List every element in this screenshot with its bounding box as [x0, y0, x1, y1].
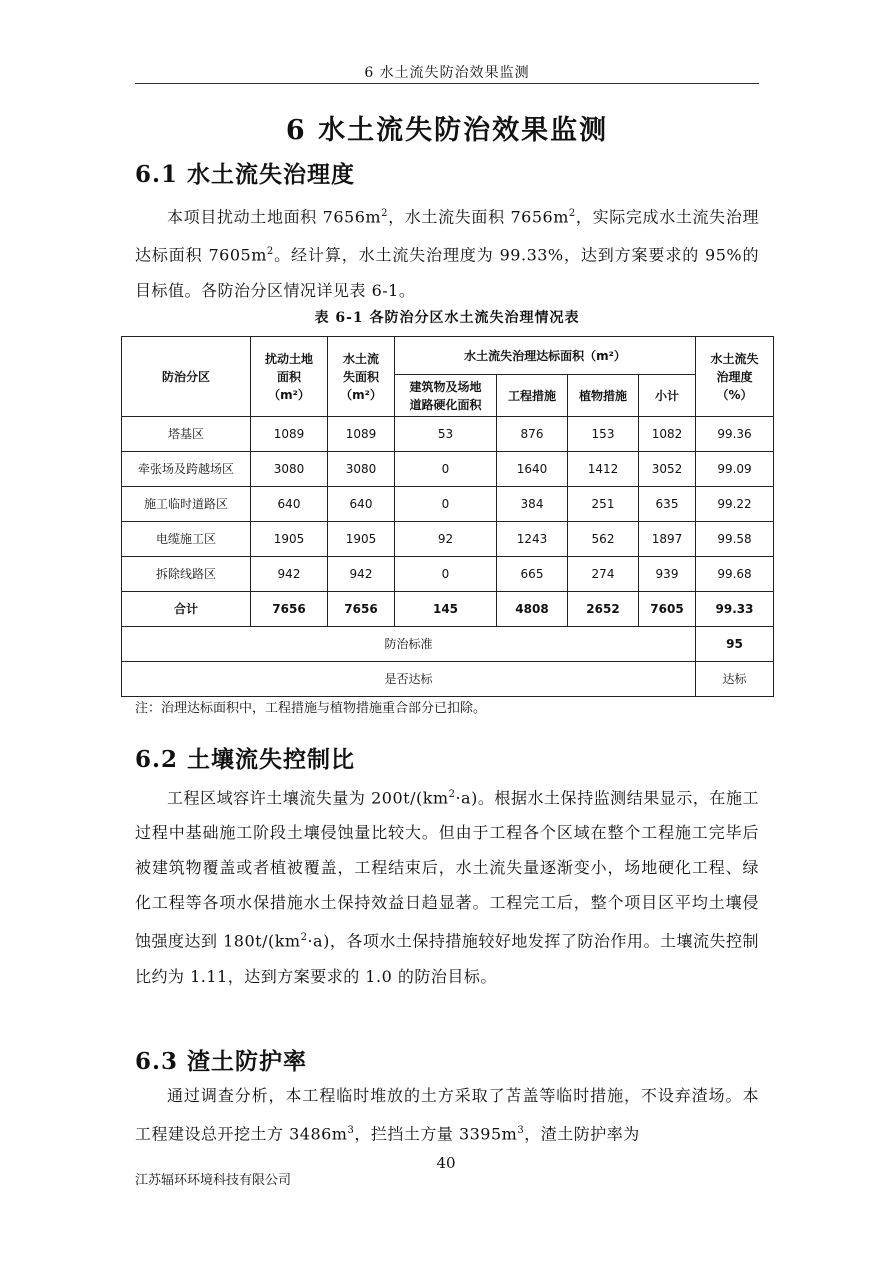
section-6-3-paragraph	[135, 1078, 759, 1151]
text-run: 工程区域容许土壤流失量为 200t/(km	[167, 788, 449, 808]
value-cell: 640	[251, 487, 328, 522]
value-cell: 99.22	[696, 487, 774, 522]
header-plant-measures: 植物措施	[568, 375, 639, 417]
compliance-row-value: 达标	[696, 662, 774, 697]
text-run: ，水土流失面积 7656m	[387, 207, 569, 227]
header-line: （m²）	[268, 387, 310, 402]
value-cell: 99.68	[696, 557, 774, 592]
header-line: 面积	[276, 369, 301, 384]
value-cell: 153	[568, 417, 639, 452]
value-cell: 99.09	[696, 452, 774, 487]
zone-cell: 牵张场及跨越场区	[122, 452, 251, 487]
text-run: 本项目扰动土地面积 7656m	[167, 207, 382, 227]
value-cell: 562	[568, 522, 639, 557]
value-cell: 1905	[251, 522, 328, 557]
value-cell: 99.36	[696, 417, 774, 452]
value-cell: 4808	[497, 592, 568, 627]
value-cell: 1089	[251, 417, 328, 452]
value-cell: 942	[251, 557, 328, 592]
text-run: ·a)。根据水土保持监测结果显示，在施工过程中基础施工阶段土壤侵蚀量比较大。但由于工程各个区域在整个工程施工完毕后被建筑物覆盖或者植被覆盖，工程结束后，水土流失量逐渐变小，场地硬化工程、绿化工程等各项水保措施水土保持效益日趋显著。工程完工后，整个项目区平均土壤侵蚀强度达到 180t/(km	[135, 788, 759, 951]
table-caption: 表 6-1 各防治分区水土流失治理情况表	[314, 310, 580, 326]
header-line: 水土流失	[710, 351, 759, 366]
value-cell: 1089	[328, 417, 395, 452]
header-line: 治理度	[716, 369, 753, 384]
text-run: ，渣土防护率为	[524, 1124, 640, 1144]
value-cell: 7656	[251, 592, 328, 627]
superscript: 3	[517, 1125, 525, 1136]
header-line: 水土流	[342, 351, 379, 366]
value-cell: 99.58	[696, 522, 774, 557]
value-cell: 0	[395, 452, 497, 487]
zone-cell: 塔基区	[122, 417, 251, 452]
header-treatment-degree	[696, 337, 774, 417]
value-cell: 7605	[639, 592, 696, 627]
value-cell: 7656	[328, 592, 395, 627]
superscript: 3	[347, 1125, 355, 1136]
value-cell: 876	[497, 417, 568, 452]
company-footer: 江苏辐环环境科技有限公司	[135, 1173, 292, 1188]
value-cell: 3080	[251, 452, 328, 487]
value-cell: 3080	[328, 452, 395, 487]
text-run: ，拦挡土方量 3395m	[354, 1124, 518, 1144]
value-cell: 1905	[328, 522, 395, 557]
header-engineering-measures: 工程措施	[497, 375, 568, 417]
superscript: 2	[448, 789, 456, 800]
value-cell: 145	[395, 592, 497, 627]
standard-row-value: 95	[696, 627, 774, 662]
section-title-6-2: 6.2 土壤流失控制比	[135, 746, 356, 773]
value-cell: 635	[639, 487, 696, 522]
header-line: （m²）	[340, 387, 382, 402]
header-zone: 防治分区	[122, 337, 251, 417]
value-cell: 1243	[497, 522, 568, 557]
table-row	[122, 487, 774, 522]
table-row	[122, 452, 774, 487]
value-cell: 3052	[639, 452, 696, 487]
text-run: ，实际完成水土流失治理达标面积 7605m	[135, 207, 759, 265]
value-cell: 251	[568, 487, 639, 522]
total-row	[122, 592, 774, 627]
superscript: 2	[300, 932, 308, 944]
header-line: 失面积	[342, 369, 379, 384]
value-cell: 384	[497, 487, 568, 522]
chapter-title: 6 水土流失防治效果监测	[285, 115, 609, 146]
prevention-zone-table	[121, 336, 774, 697]
superscript: 2	[381, 208, 388, 219]
page-number: 40	[436, 1154, 456, 1172]
section-6-2-paragraph	[135, 777, 759, 994]
value-cell: 2652	[568, 592, 639, 627]
superscript: 2	[266, 246, 274, 258]
table-row	[122, 557, 774, 592]
value-cell: 99.33	[696, 592, 774, 627]
header-loss-area	[328, 337, 395, 417]
value-cell: 0	[395, 557, 497, 592]
value-cell: 939	[639, 557, 696, 592]
value-cell: 1082	[639, 417, 696, 452]
header-line: 道路硬化面积	[409, 397, 482, 412]
text-run: 。经计算，水土流失治理度为 99.33%，达到方案要求的 95%的目标值。各防治分区情况详见表 6-1。	[135, 245, 759, 300]
header-line: 扰动土地	[264, 351, 313, 366]
table-row	[122, 417, 774, 452]
header-subtotal: 小计	[639, 375, 696, 417]
table-note: 注：治理达标面积中，工程措施与植物措施重合部分已扣除。	[135, 701, 487, 716]
value-cell: 1640	[497, 452, 568, 487]
header-treated-area-group: 水土流失治理达标面积（m²）	[395, 337, 696, 375]
value-cell: 92	[395, 522, 497, 557]
value-cell: 274	[568, 557, 639, 592]
value-cell: 665	[497, 557, 568, 592]
value-cell: 942	[328, 557, 395, 592]
text-run: ·a)，各项水土保持措施较好地发挥了防治作用。土壤流失控制比约为 1.11，达到方案要求的 1.0 的防治目标。	[135, 931, 759, 986]
running-header: 6 水土流失防治效果监测	[364, 65, 530, 81]
value-cell: 1412	[568, 452, 639, 487]
standard-row-label: 防治标准	[122, 627, 696, 662]
header-line: （%）	[716, 387, 753, 402]
value-cell: 53	[395, 417, 497, 452]
header-rule	[135, 83, 759, 84]
zone-cell: 合计	[122, 592, 251, 627]
header-disturbed-area	[251, 337, 328, 417]
header-building-hardening	[395, 375, 497, 417]
section-6-1-paragraph	[135, 196, 759, 308]
standard-row	[122, 627, 774, 662]
value-cell: 640	[328, 487, 395, 522]
header-line: 建筑物及场地	[409, 379, 482, 394]
text-run: 通过调查分析，本工程临时堆放的土方采取了苫盖等临时措施，不设弃渣场。本工程建设总开挖土方 3486m	[135, 1086, 759, 1144]
zone-cell: 施工临时道路区	[122, 487, 251, 522]
table-row	[122, 522, 774, 557]
section-title-6-3: 6.3 渣土防护率	[135, 1048, 308, 1075]
value-cell: 0	[395, 487, 497, 522]
compliance-row-label: 是否达标	[122, 662, 696, 697]
zone-cell: 拆除线路区	[122, 557, 251, 592]
section-title-6-1: 6.1 水土流失治理度	[135, 161, 356, 188]
zone-cell: 电缆施工区	[122, 522, 251, 557]
value-cell: 1897	[639, 522, 696, 557]
compliance-row	[122, 662, 774, 697]
superscript: 2	[568, 208, 576, 219]
